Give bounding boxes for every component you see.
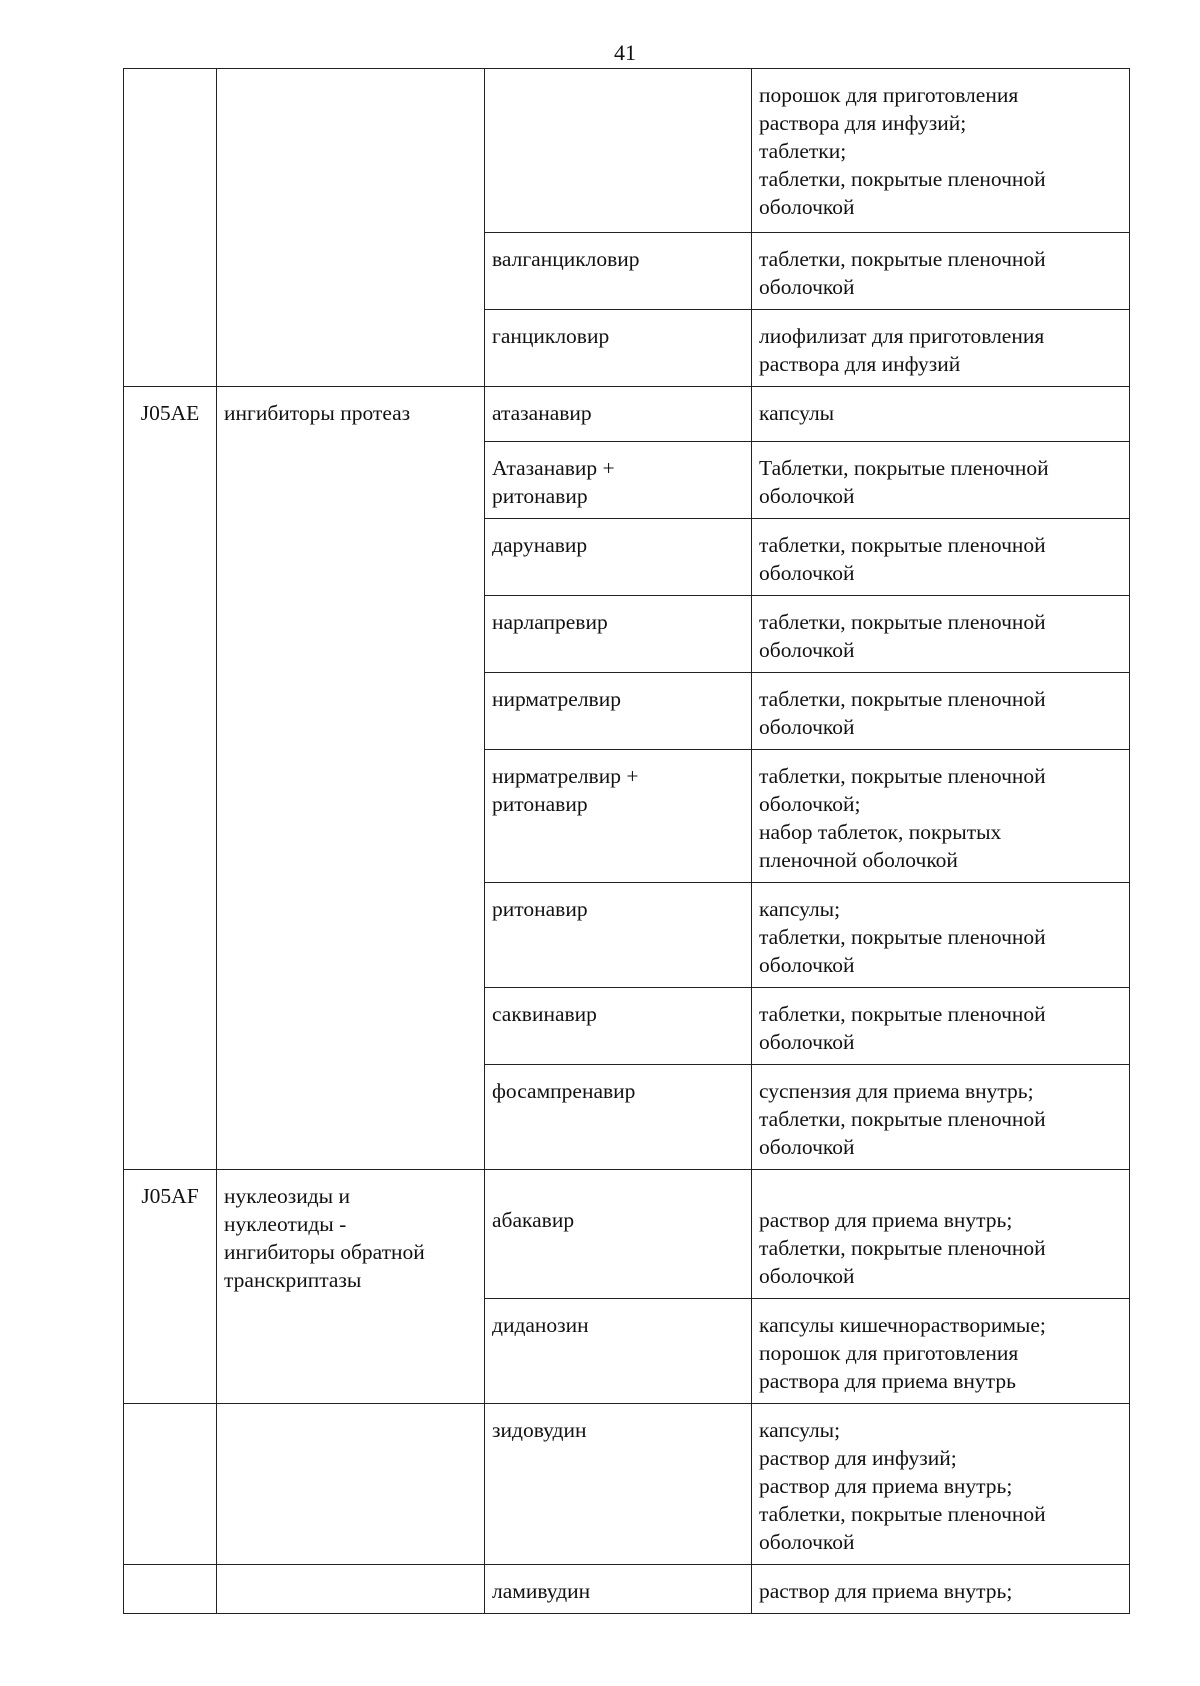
atc-code-cell: J05AF (124, 1170, 217, 1404)
atc-code-cell (124, 1404, 217, 1565)
table-row (124, 387, 1130, 442)
form-cell: Таблетки, покрытые пленочной оболочкой (752, 442, 1130, 519)
form-cell: таблетки, покрытые пленочной оболочкой (752, 233, 1130, 310)
atc-code-cell (124, 1565, 217, 1614)
drug-cell: нирматрелвир (485, 673, 752, 750)
page-number: 41 (614, 40, 636, 65)
drug-cell: абакавир (485, 1170, 752, 1299)
table-row (124, 1404, 1130, 1565)
form-cell: капсулы кишечнорастворимые; порошок для приготовления раствора для приема внутрь (752, 1299, 1130, 1404)
form-cell: таблетки, покрытые пленочной оболочкой (752, 673, 1130, 750)
table-row (124, 69, 1130, 233)
drug-cell: ритонавир (485, 883, 752, 988)
group-cell (217, 69, 485, 387)
form-cell: таблетки, покрытые пленочной оболочкой (752, 596, 1130, 673)
drug-table (123, 68, 1130, 1614)
drug-cell: ламивудин (485, 1565, 752, 1614)
form-cell: раствор для приема внутрь; таблетки, покрытые пленочной оболочкой (752, 1170, 1130, 1299)
drug-cell: атазанавир (485, 387, 752, 442)
form-cell: суспензия для приема внутрь; таблетки, покрытые пленочной оболочкой (752, 1065, 1130, 1170)
drug-cell: саквинавир (485, 988, 752, 1065)
form-cell: капсулы; раствор для инфузий; раствор для приема внутрь; таблетки, покрытые пленочной оболочкой (752, 1404, 1130, 1565)
form-cell: таблетки, покрытые пленочной оболочкой (752, 519, 1130, 596)
form-cell: раствор для приема внутрь; (752, 1565, 1130, 1614)
form-cell: лиофилизат для приготовления раствора для инфузий (752, 310, 1130, 387)
drug-cell: диданозин (485, 1299, 752, 1404)
group-cell (217, 1404, 485, 1565)
form-cell: таблетки, покрытые пленочной оболочкой; набор таблеток, покрытых пленочной оболочкой (752, 750, 1130, 883)
drug-cell: нирматрелвир + ритонавир (485, 750, 752, 883)
drug-cell (485, 69, 752, 233)
atc-code-cell (124, 69, 217, 387)
group-cell: ингибиторы протеаз (217, 387, 485, 1170)
drug-cell: валганцикловир (485, 233, 752, 310)
drug-cell: фосампренавир (485, 1065, 752, 1170)
drug-cell: нарлапревир (485, 596, 752, 673)
group-cell (217, 1565, 485, 1614)
group-cell: нуклеозиды и нуклеотиды - ингибиторы обратной транскриптазы (217, 1170, 485, 1404)
form-cell: капсулы (752, 387, 1130, 442)
table-row (124, 1565, 1130, 1614)
drug-cell: ганцикловир (485, 310, 752, 387)
form-cell: порошок для приготовления раствора для инфузий; таблетки; таблетки, покрытые пленочной оболочкой (752, 69, 1130, 233)
atc-code-cell: J05AE (124, 387, 217, 1170)
drug-cell: Атазанавир + ритонавир (485, 442, 752, 519)
form-cell: капсулы; таблетки, покрытые пленочной оболочкой (752, 883, 1130, 988)
drug-cell: дарунавир (485, 519, 752, 596)
form-cell: таблетки, покрытые пленочной оболочкой (752, 988, 1130, 1065)
drug-cell: зидовудин (485, 1404, 752, 1565)
table-row (124, 1170, 1130, 1299)
